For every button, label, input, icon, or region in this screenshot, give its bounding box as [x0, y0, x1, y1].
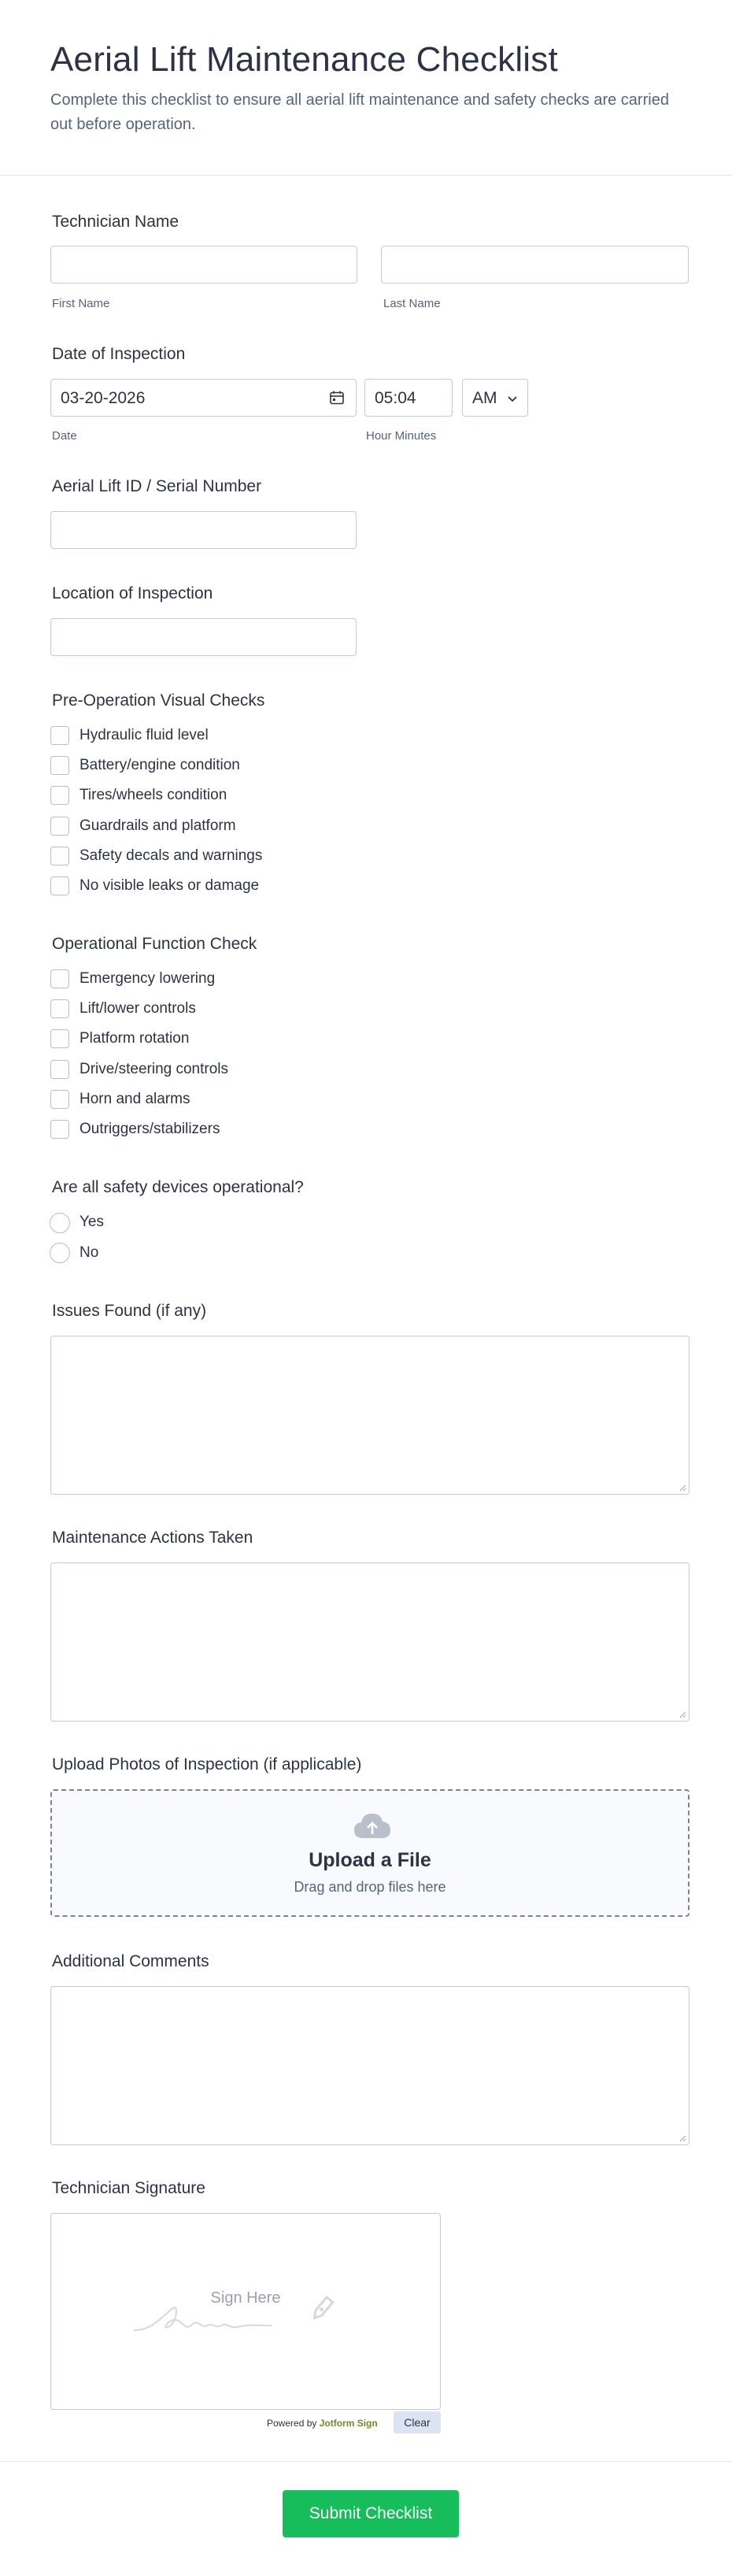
signature-pad[interactable]: [50, 2213, 441, 2410]
resize-grip-icon[interactable]: [678, 2134, 686, 2142]
location-input[interactable]: [50, 618, 357, 656]
pre-op-checkbox-4[interactable]: [50, 847, 69, 865]
pre-op-option-4: Safety decals and warnings: [79, 847, 263, 864]
pre-op-checkbox-2[interactable]: [50, 786, 69, 805]
upload-label: Upload Photos of Inspection (if applicable): [52, 1755, 362, 1774]
pre-op-option-5: No visible leaks or damage: [79, 877, 260, 894]
calendar-icon[interactable]: [329, 390, 345, 410]
ampm-value: AM: [472, 389, 497, 407]
operational-option-3: Drive/steering controls: [79, 1061, 229, 1077]
operational-option-0: Emergency lowering: [79, 970, 216, 987]
resize-grip-icon[interactable]: [678, 1484, 686, 1492]
pre-op-option-3: Guardrails and platform: [79, 817, 236, 834]
date-of-inspection-label: Date of Inspection: [52, 345, 186, 363]
operational-checkbox-3[interactable]: [50, 1060, 69, 1079]
operational-checkbox-4[interactable]: [50, 1090, 69, 1109]
operational-checkbox-2[interactable]: [50, 1029, 69, 1048]
sign-here-placeholder: Sign Here: [210, 2289, 281, 2307]
pre-op-checkbox-0[interactable]: [50, 726, 69, 745]
operational-checkbox-1[interactable]: [50, 999, 69, 1018]
pre-op-option-2: Tires/wheels condition: [79, 787, 227, 803]
operational-option-2: Platform rotation: [79, 1030, 190, 1047]
time-value: 05:04: [375, 389, 416, 407]
date-input[interactable]: [50, 379, 357, 417]
maintenance-label: Maintenance Actions Taken: [52, 1529, 253, 1547]
date-value: 03-20-2026: [61, 389, 146, 407]
last-name-sublabel: Last Name: [383, 297, 441, 310]
chevron-down-icon: [507, 393, 518, 407]
operational-label: Operational Function Check: [52, 935, 257, 953]
pre-op-checkbox-1[interactable]: [50, 756, 69, 775]
first-name-sublabel: First Name: [52, 297, 110, 310]
safety-yes-radio[interactable]: [50, 1213, 70, 1233]
jotform-sign-brand: Jotform Sign: [319, 2418, 378, 2429]
pre-op-checkbox-5[interactable]: [50, 877, 69, 895]
resize-grip-icon[interactable]: [678, 1711, 686, 1718]
pre-op-label: Pre-Operation Visual Checks: [52, 691, 265, 710]
pre-op-option-1: Battery/engine condition: [79, 757, 240, 773]
safety-no-radio[interactable]: [50, 1243, 70, 1263]
date-sublabel: Date: [52, 429, 77, 443]
upload-subtitle: Drag and drop files here: [294, 1879, 446, 1895]
location-label: Location of Inspection: [52, 584, 213, 602]
technician-name-label: Technician Name: [52, 213, 179, 231]
time-sublabel: Hour Minutes: [366, 429, 437, 443]
safety-devices-label: Are all safety devices operational?: [52, 1178, 304, 1196]
signature-scribble-icon: [130, 2292, 358, 2344]
operational-option-4: Horn and alarms: [79, 1091, 190, 1107]
lift-id-label: Aerial Lift ID / Serial Number: [52, 477, 262, 495]
lift-id-input[interactable]: [50, 511, 357, 549]
clear-signature-button[interactable]: Clear: [394, 2411, 441, 2433]
last-name-input[interactable]: [381, 246, 689, 284]
upload-cloud-icon: [353, 1811, 392, 1844]
form-title: Aerial Lift Maintenance Checklist: [50, 40, 558, 79]
time-input[interactable]: [364, 379, 453, 417]
submit-button[interactable]: Submit Checklist: [283, 2490, 459, 2537]
operational-checkbox-0[interactable]: [50, 969, 69, 988]
powered-by-text: Powered by Jotform Sign: [267, 2418, 378, 2429]
operational-option-5: Outriggers/stabilizers: [79, 1121, 220, 1137]
issues-label: Issues Found (if any): [52, 1302, 207, 1320]
upload-title: Upload a File: [309, 1849, 431, 1871]
file-upload-dropzone[interactable]: [50, 1789, 689, 1917]
form-header: [0, 0, 732, 176]
ampm-select[interactable]: [462, 379, 528, 417]
safety-yes-label: Yes: [79, 1214, 104, 1230]
maintenance-textarea[interactable]: [50, 1562, 689, 1722]
pre-op-checkbox-3[interactable]: [50, 817, 69, 836]
comments-textarea[interactable]: [50, 1986, 689, 2145]
pre-op-option-0: Hydraulic fluid level: [79, 727, 209, 743]
first-name-input[interactable]: [50, 246, 357, 284]
comments-label: Additional Comments: [52, 1952, 209, 1970]
operational-option-1: Lift/lower controls: [79, 1000, 196, 1017]
operational-checkbox-5[interactable]: [50, 1120, 69, 1139]
signature-label: Technician Signature: [52, 2179, 205, 2197]
issues-textarea[interactable]: [50, 1336, 689, 1495]
safety-no-label: No: [79, 1244, 99, 1261]
form-description: Complete this checklist to ensure all aerial lift maintenance and safety checks are carried out before operation.: [50, 91, 669, 133]
